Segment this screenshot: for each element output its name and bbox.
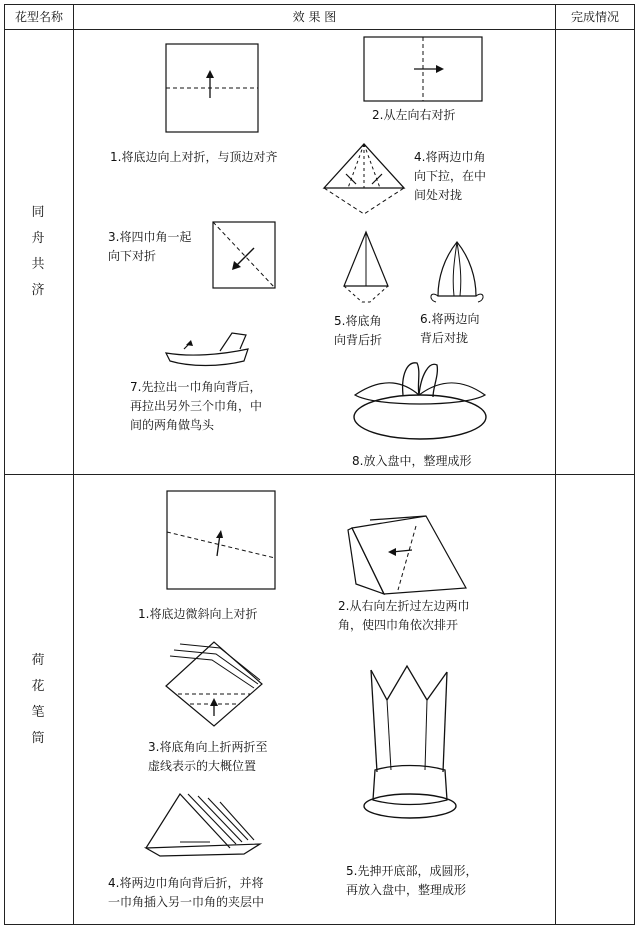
- row2-step3-figure: [160, 640, 270, 730]
- row1-step3-figure: [210, 218, 280, 293]
- row1-step2-figure: [360, 34, 490, 104]
- row1-step6-figure: [424, 238, 490, 308]
- row1-step1-figure: [160, 40, 270, 140]
- header-name-col: 花型名称: [14, 10, 63, 24]
- row1-step5-figure: [338, 228, 398, 310]
- row1-step4-caption: 4.将两边巾角 向下拉，在中 间处对拢: [414, 150, 487, 202]
- row1-step6-caption: 6.将两边向 背后对拢: [420, 312, 480, 345]
- row1-step7-figure: [160, 325, 255, 373]
- row1-step8-figure: [345, 355, 495, 450]
- row1-step4-figure: [318, 138, 413, 218]
- row2-step4-figure: [140, 786, 270, 861]
- row2-step5-caption: 5.先抻开底部，成圆形， 再放入盘中，整理成形: [346, 864, 478, 897]
- row2-step4-caption: 4.将两边巾角向背后折，并将 一巾角插入另一巾角的夹层中: [108, 876, 265, 909]
- row2-step2-figure: [340, 510, 475, 598]
- row2-step1-figure: [162, 488, 280, 593]
- row2-step5-figure: [355, 660, 465, 830]
- row2-name: 荷 花 笔 筒: [31, 653, 45, 746]
- row1-step1-caption: 1.将底边向上对折，与顶边对齐: [110, 150, 278, 164]
- row1-step3-caption: 3.将四巾角一起 向下对折: [108, 230, 192, 263]
- row2-step2-caption: 2.从右向左折过左边两巾 角，使四巾角依次排开: [338, 599, 470, 632]
- row1-step5-caption: 5.将底角 向背后折: [334, 314, 383, 347]
- header-status-col: 完成情况: [570, 10, 619, 24]
- row1-name: 同 舟 共 济: [31, 205, 45, 298]
- row1-step2-caption: 2.从左向右对折: [372, 108, 456, 122]
- row2-step3-caption: 3.将底角向上折两折至 虚线表示的大概位置: [148, 740, 268, 773]
- row1-step7-caption: 7.先拉出一巾角向背后， 再拉出另外三个巾角，中 间的两角做鸟头: [130, 380, 263, 432]
- row2-step1-caption: 1.将底边微斜向上对折: [138, 607, 258, 621]
- row1-step8-caption: 8.放入盘中，整理成形: [352, 454, 472, 468]
- header-figure-col: 效 果 图: [292, 10, 337, 24]
